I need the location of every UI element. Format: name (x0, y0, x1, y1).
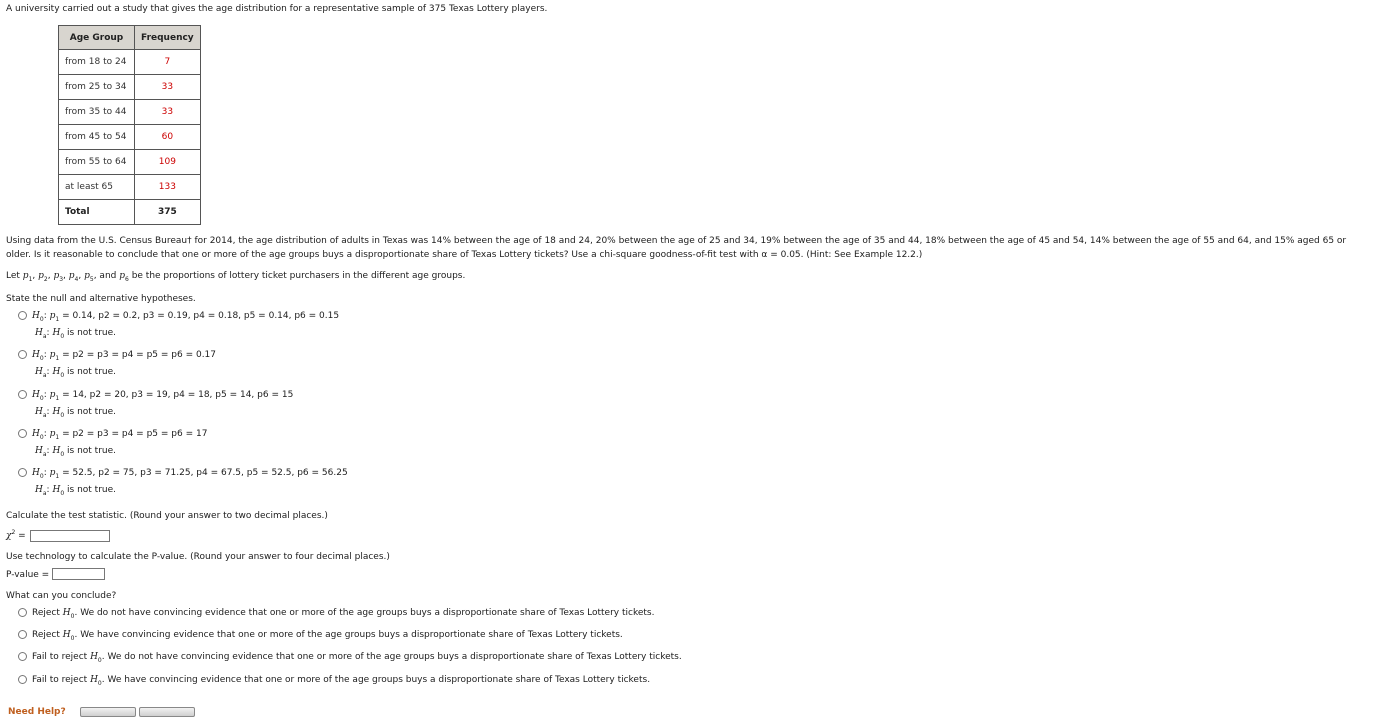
hypothesis-text: = p2 = p3 = p4 = p5 = p6 = 0.17 (62, 350, 217, 360)
conclusion-text: We have convincing evidence that one or more of the age groups buys a disproportionate share of Texas Lottery tickets. (107, 675, 651, 685)
radio-button[interactable] (18, 311, 27, 320)
conclusion-action: Fail to reject (32, 675, 88, 685)
let-statement: Let $p_1$, $p_2$, $p_3$, $p_4$, $p_5$, and $p_6$ be the proportions of lottery ticket purchasers in the different age groups. (6, 271, 466, 283)
age-group-cell: at least 65 (59, 175, 135, 200)
table-row (59, 50, 201, 75)
age-group-cell: from 18 to 24 (59, 50, 135, 75)
conclude-prompt: What can you conclude? (6, 591, 117, 601)
alt-hypothesis-3: $H_a$: $H_0$ is not true. (35, 407, 116, 419)
conclusion-action: Fail to reject (32, 652, 88, 662)
state-prompt: State the null and alternative hypotheses. (6, 294, 196, 304)
table-header-row (59, 26, 201, 50)
chi-square-label: $\chi^2$ = (6, 529, 26, 541)
hypothesis-text: = p2 = p3 = p4 = p5 = p6 = 17 (62, 429, 208, 439)
hypothesis-option-4[interactable]: $H_0$: $p_1 = p2 = p3 = p4 = p5 = p6 = 17$ (18, 429, 207, 441)
read-it-button[interactable] (80, 707, 136, 717)
table-total-row (59, 200, 201, 225)
total-value: 375 (135, 200, 201, 225)
alt-hypothesis-4: $H_a$: $H_0$ is not true. (35, 446, 116, 458)
table-row (59, 75, 201, 100)
conclusion-action: Reject (32, 630, 60, 640)
table-row (59, 150, 201, 175)
need-help-label: Need Help? (8, 707, 66, 717)
frequency-cell: 60 (135, 125, 201, 150)
radio-button[interactable] (18, 390, 27, 399)
radio-button[interactable] (18, 468, 27, 477)
pvalue-input[interactable] (52, 568, 105, 580)
hypothesis-option-5[interactable]: $H_0$: $p_1 = 52.5$, p2 = 75, p3 = 71.25, p4 = 67.5, p5 = 52.5, p6 = 56.25 (18, 468, 348, 480)
ha-text: is not true. (67, 328, 116, 338)
header-age-group: Age Group (59, 26, 135, 50)
age-group-cell: from 35 to 44 (59, 100, 135, 125)
hypothesis-option-3[interactable]: $H_0$: $p_1 = 14$, p2 = 20, p3 = 19, p4 = 18, p5 = 14, p6 = 15 (18, 390, 293, 402)
conclusion-text: We have convincing evidence that one or more of the age groups buys a disproportionate share of Texas Lottery tickets. (80, 630, 623, 640)
hypothesis-option-1[interactable]: $H_0$: $p_1 = 0.14$, p2 = 0.2, p3 = 0.19, p4 = 0.18, p5 = 0.14, p6 = 0.15 (18, 311, 339, 323)
ha-text: is not true. (67, 367, 116, 377)
total-label: Total (59, 200, 135, 225)
age-group-cell: from 55 to 64 (59, 150, 135, 175)
frequency-cell: 33 (135, 100, 201, 125)
frequency-cell: 7 (135, 50, 201, 75)
alt-hypothesis-5: $H_a$: $H_0$ is not true. (35, 485, 116, 497)
calc-prompt: Calculate the test statistic. (Round your answer to two decimal places.) (6, 511, 328, 521)
frequency-cell: 109 (135, 150, 201, 175)
intro-text: A university carried out a study that gives the age distribution for a representative sample of 375 Texas Lottery players. (6, 4, 548, 14)
conclusion-option-4[interactable]: Fail to reject $H_0$. We have convincing evidence that one or more of the age groups buys a disproportionate share of Texas Lottery tickets. (18, 675, 650, 687)
radio-button[interactable] (18, 652, 27, 661)
conclusion-option-3[interactable]: Fail to reject $H_0$. We do not have convincing evidence that one or more of the age groups buys a disproportionate share of Texas Lottery tickets. (18, 652, 682, 664)
alt-hypothesis-1: $H_a$: $H_0$ is not true. (35, 328, 116, 340)
pvalue-label: P-value = (6, 570, 50, 580)
frequency-cell: 133 (135, 175, 201, 200)
alt-hypothesis-2: $H_a$: $H_0$ is not true. (35, 367, 116, 379)
radio-button[interactable] (18, 675, 27, 684)
hypothesis-text: = 52.5, p2 = 75, p3 = 71.25, p4 = 67.5, p5 = 52.5, p6 = 56.25 (62, 468, 348, 478)
conclusion-action: Reject (32, 608, 60, 618)
age-group-cell: from 25 to 34 (59, 75, 135, 100)
conclusion-text: We do not have convincing evidence that one or more of the age groups buys a disproportionate share of Texas Lottery tickets. (80, 608, 655, 618)
radio-button[interactable] (18, 630, 27, 639)
ha-text: is not true. (67, 446, 116, 456)
conclusion-option-1[interactable]: Reject $H_0$. We do not have convincing evidence that one or more of the age groups buys a disproportionate share of Texas Lottery tickets. (18, 608, 654, 620)
table-row (59, 125, 201, 150)
let-suffix: be the proportions of lottery ticket purchasers in the different age groups. (131, 271, 466, 281)
watch-it-button[interactable] (139, 707, 195, 717)
table-row (59, 100, 201, 125)
chi-square-input[interactable] (30, 530, 110, 542)
hypothesis-text: = 14, p2 = 20, p3 = 19, p4 = 18, p5 = 14, p6 = 15 (62, 390, 294, 400)
radio-button[interactable] (18, 350, 27, 359)
age-group-cell: from 45 to 54 (59, 125, 135, 150)
conclusion-option-2[interactable]: Reject $H_0$. We have convincing evidence that one or more of the age groups buys a disproportionate share of Texas Lottery tickets. (18, 630, 623, 642)
ha-text: is not true. (67, 407, 116, 417)
radio-button[interactable] (18, 608, 27, 617)
hypothesis-option-2[interactable]: $H_0$: $p_1 = p2 = p3 = p4 = p5 = p6 = 0.17$ (18, 350, 216, 362)
pvalue-prompt: Use technology to calculate the P-value. (Round your answer to four decimal places.) (6, 552, 390, 562)
census-paragraph: Using data from the U.S. Census Bureau† for 2014, the age distribution of adults in Texas was 14% between the age of 18 and 24, 20% between the age of 25 and 34, 19% between the age of 35 and 44, 18% between the age of 45 and 54, 14% between the age of 55 and 64, and 15% aged 65 or older. Is it reasonable to conclude that one or more of the age groups buys a disproportionate share of Texas Lottery tickets? Use a chi-square goodness-of-fit test with α = 0.05. (Hint: See Example 12.2.) (6, 236, 1347, 260)
age-frequency-table (58, 25, 201, 225)
hypothesis-text: = 0.14, p2 = 0.2, p3 = 0.19, p4 = 0.18, p5 = 0.14, p6 = 0.15 (62, 311, 340, 321)
header-frequency: Frequency (135, 26, 201, 50)
conclusion-text: We do not have convincing evidence that one or more of the age groups buys a disproportionate share of Texas Lottery tickets. (107, 652, 682, 662)
frequency-cell: 33 (135, 75, 201, 100)
ha-text: is not true. (67, 485, 116, 495)
table-row (59, 175, 201, 200)
radio-button[interactable] (18, 429, 27, 438)
